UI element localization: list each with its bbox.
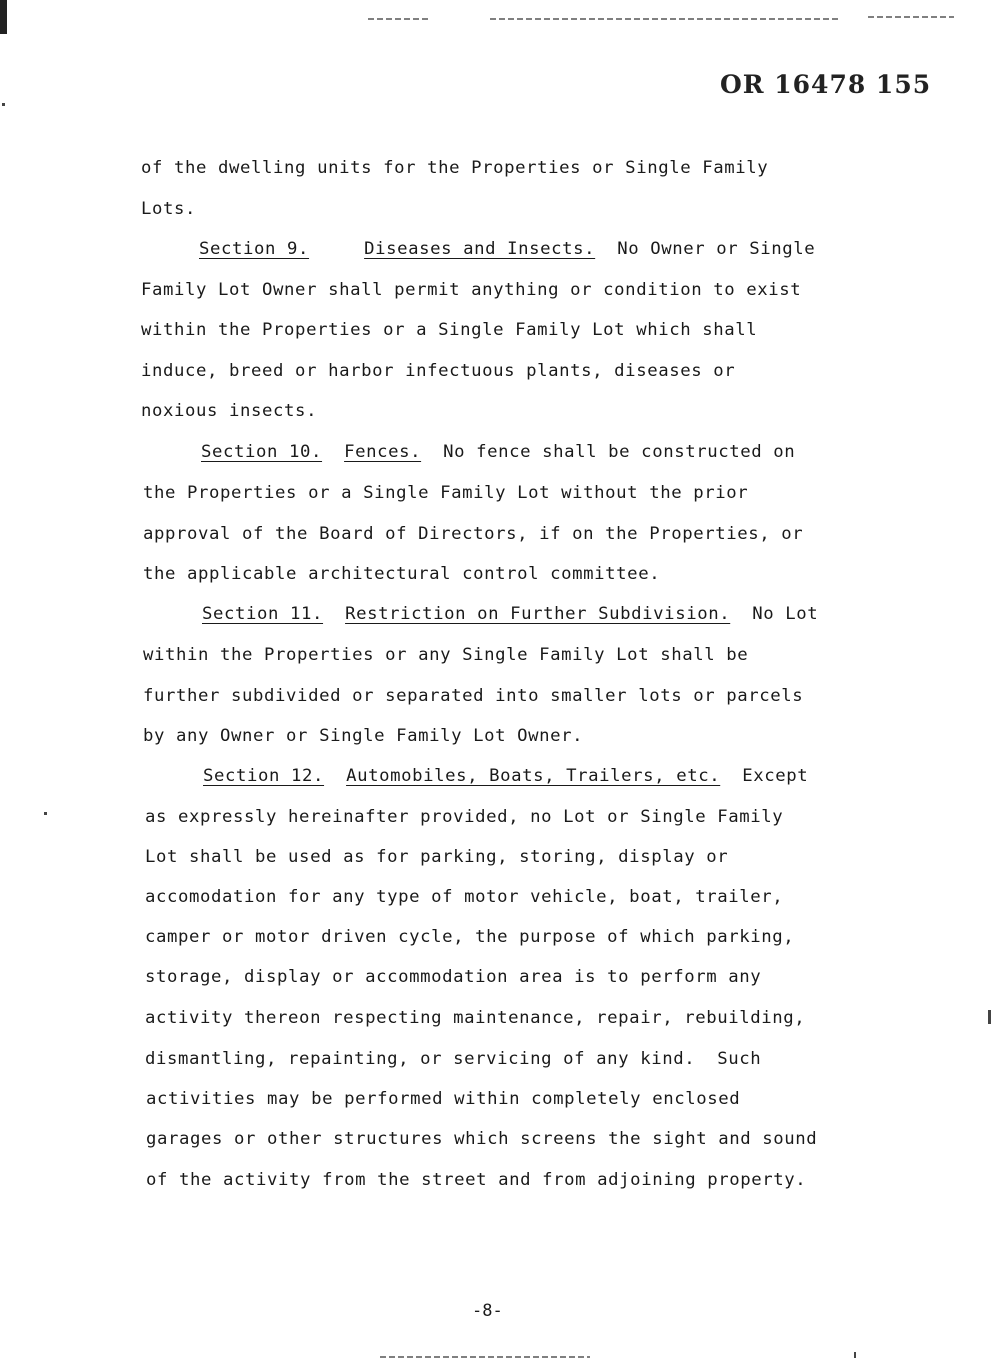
section-12-heading-line — [203, 768, 808, 785]
body-line: Lot shall be used as for parking, storing, display or — [145, 847, 729, 867]
scan-artifact-line — [490, 18, 840, 20]
scan-speck — [854, 1352, 856, 1358]
section-11-heading-line — [202, 606, 818, 623]
body-line: storage, display or accommodation area is to perform any — [145, 967, 762, 987]
body-line: accomodation for any type of motor vehicle, boat, trailer, — [145, 887, 784, 907]
body-line: induce, breed or harbor infectuous plants, diseases or — [141, 361, 736, 381]
scan-edge-mark — [0, 0, 7, 34]
section-10-text: No fence shall be constructed on — [443, 442, 796, 462]
section-10-number: Section 10. — [201, 442, 323, 462]
section-11-title: Restriction on Further Subdivision. — [345, 604, 731, 624]
body-line: of the dwelling units for the Properties or Single Family — [141, 158, 769, 178]
section-9-text: No Owner or Single — [617, 239, 816, 259]
section-10-heading-line — [201, 444, 795, 461]
body-line: activities may be performed within completely enclosed — [146, 1089, 741, 1109]
scan-speck — [2, 103, 5, 106]
body-line: camper or motor driven cycle, the purpose of which parking, — [145, 927, 795, 947]
scan-speck — [988, 1010, 991, 1024]
scan-artifact-line — [368, 18, 430, 20]
body-line: the Properties or a Single Family Lot without the prior — [143, 483, 749, 503]
scan-speck — [44, 812, 47, 815]
body-line: approval of the Board of Directors, if on the Properties, or — [143, 524, 804, 544]
body-line: within the Properties or any Single Family Lot shall be — [143, 645, 749, 665]
body-line: dismantling, repainting, or servicing of any kind. Such — [145, 1049, 762, 1069]
scan-artifact-line — [868, 16, 954, 18]
body-line: activity thereon respecting maintenance, repair, rebuilding, — [145, 1008, 806, 1028]
section-9-heading-line — [199, 241, 815, 258]
page-number: -8- — [472, 1301, 503, 1321]
body-line: garages or other structures which screens the sight and sound — [146, 1129, 818, 1149]
scan-artifact-line — [380, 1356, 590, 1358]
body-line: Family Lot Owner shall permit anything or condition to exist — [141, 280, 802, 300]
body-line: Lots. — [141, 199, 197, 219]
section-11-text: No Lot — [752, 604, 819, 624]
section-11-number: Section 11. — [202, 604, 324, 624]
section-12-text: Except — [742, 766, 809, 786]
section-10-title: Fences. — [344, 442, 422, 462]
recording-stamp: OR 16478 155 — [720, 70, 932, 99]
section-9-title: Diseases and Insects. — [364, 239, 596, 259]
body-line: further subdivided or separated into smaller lots or parcels — [143, 686, 804, 706]
section-12-number: Section 12. — [203, 766, 325, 786]
body-line: noxious insects. — [141, 401, 318, 421]
body-line: as expressly hereinafter provided, no Lot or Single Family — [145, 807, 784, 827]
section-9-number: Section 9. — [199, 239, 310, 259]
section-12-title: Automobiles, Boats, Trailers, etc. — [346, 766, 721, 786]
body-line: the applicable architectural control committee. — [143, 564, 661, 584]
body-line: of the activity from the street and from adjoining property. — [146, 1170, 807, 1190]
body-line: within the Properties or a Single Family Lot which shall — [141, 320, 758, 340]
body-line: by any Owner or Single Family Lot Owner. — [143, 726, 584, 746]
